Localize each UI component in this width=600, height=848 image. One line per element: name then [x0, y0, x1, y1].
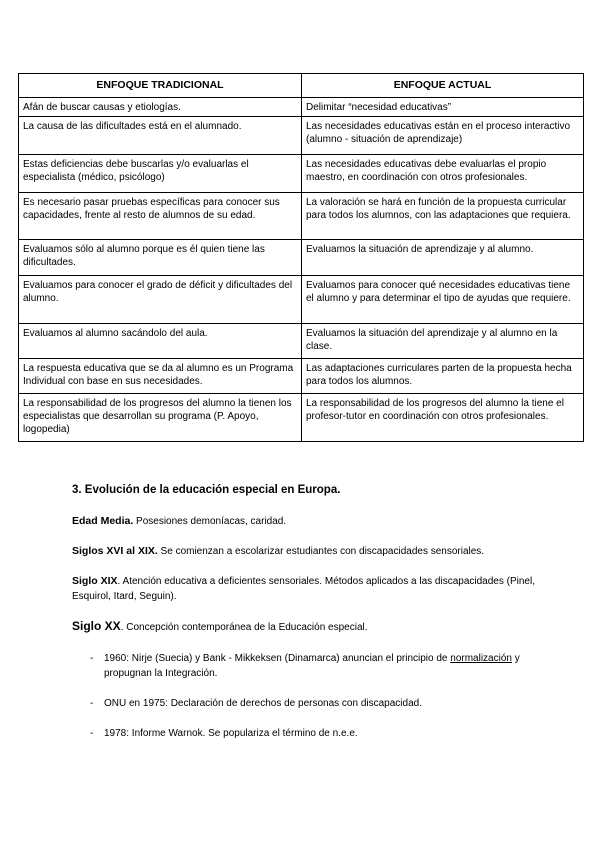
dash-marker: - [90, 653, 94, 664]
cell-traditional: Evaluamos sólo al alumno porque es él quien tiene las dificultades. [19, 240, 302, 276]
cell-current: Las adaptaciones curriculares parten de la propuesta hecha para todos los alumnos. [302, 359, 584, 394]
cell-current: Evaluamos la situación del aprendizaje y al alumno en la clase. [302, 324, 584, 359]
table-row [19, 117, 584, 155]
list-item-text: 1978: Informe Warnok. Se populariza el término de n.e.e. [104, 728, 358, 739]
period-16-19-centuries [72, 544, 542, 559]
twentieth-century-list [72, 651, 542, 741]
list-item [72, 651, 542, 681]
table-row [19, 394, 584, 442]
cell-traditional: Es necesario pasar pruebas específicas para conocer sus capacidades, frente al resto de alumnos de su edad. [19, 193, 302, 240]
cell-traditional: La responsabilidad de los progresos del alumno la tienen los especialistas que desarrollan su programa (P. Apoyo, logopedia) [19, 394, 302, 442]
normalization-term: normalización [450, 653, 512, 664]
cell-traditional: Evaluamos para conocer el grado de déficit y dificultades del alumno. [19, 276, 302, 324]
period-text: . Atención educativa a deficientes sensoriales. Métodos aplicados a las discapacidades (Pinel, Esquirol, Itard, Seguin). [72, 576, 535, 602]
cell-current: Evaluamos la situación de aprendizaje y al alumno. [302, 240, 584, 276]
list-item [72, 726, 542, 741]
period-label: Edad Media. [72, 515, 134, 527]
list-item [72, 696, 542, 711]
table-row [19, 193, 584, 240]
cell-traditional: La respuesta educativa que se da al alumno es un Programa Individual con base en sus necesidades. [19, 359, 302, 394]
list-item-text: 1960: Nirje (Suecia) y Bank - Mikkeksen (Dinamarca) anuncian el principio de [104, 653, 451, 664]
period-label: Siglo XX [72, 619, 121, 633]
period-label: Siglo XIX [72, 575, 118, 587]
period-19th-century [72, 574, 542, 604]
table-row [19, 276, 584, 324]
comparison-table [18, 73, 584, 442]
dash-marker: - [90, 728, 94, 739]
cell-traditional: La causa de las dificultades está en el alumnado. [19, 117, 302, 155]
cell-current: Evaluamos para conocer qué necesidades educativas tiene el alumno y para determinar el tipo de ayudas que requiere. [302, 276, 584, 324]
cell-traditional: Afán de buscar causas y etiologías. [19, 98, 302, 117]
table-header-row [19, 74, 584, 98]
cell-current: La responsabilidad de los progresos del alumno la tiene el profesor-tutor en coordinación con otros profesionales. [302, 394, 584, 442]
section-heading: 3. Evolución de la educación especial en Europa. [72, 484, 341, 496]
cell-traditional: Estas deficiencias debe buscarlas y/o evaluarlas el especialista (médico, psicólogo) [19, 155, 302, 193]
cell-current: Las necesidades educativas debe evaluarlas el propio maestro, en coordinación con otros profesionales. [302, 155, 584, 193]
cell-traditional: Evaluamos al alumno sacándolo del aula. [19, 324, 302, 359]
header-current: ENFOQUE ACTUAL [302, 74, 584, 98]
period-middle-ages [72, 514, 542, 529]
period-text: . Concepción contemporánea de la Educación especial. [120, 622, 368, 633]
table-row [19, 240, 584, 276]
table-row [19, 155, 584, 193]
list-item-text: y propugnan la Integración. [104, 653, 520, 679]
table-row [19, 359, 584, 394]
table-row [19, 324, 584, 359]
table-row [19, 98, 584, 117]
period-text: Se comienzan a escolarizar estudiantes con discapacidades sensoriales. [157, 546, 485, 557]
cell-current: La valoración se hará en función de la propuesta curricular para todos los alumnos, con las adaptaciones que requiera. [302, 193, 584, 240]
europe-evolution-section [72, 484, 542, 756]
period-20th-century [72, 619, 542, 635]
header-traditional: ENFOQUE TRADICIONAL [19, 74, 302, 98]
cell-current: Las necesidades educativas están en el proceso interactivo (alumno - situación de aprendizaje) [302, 117, 584, 155]
dash-marker: - [90, 698, 94, 709]
period-text: Posesiones demoníacas, caridad. [133, 516, 287, 527]
cell-current: Delimitar “necesidad educativas” [302, 98, 584, 117]
list-item-text: ONU en 1975: Declaración de derechos de personas con discapacidad. [104, 698, 422, 709]
period-label: Siglos XVI al XIX. [72, 545, 158, 557]
